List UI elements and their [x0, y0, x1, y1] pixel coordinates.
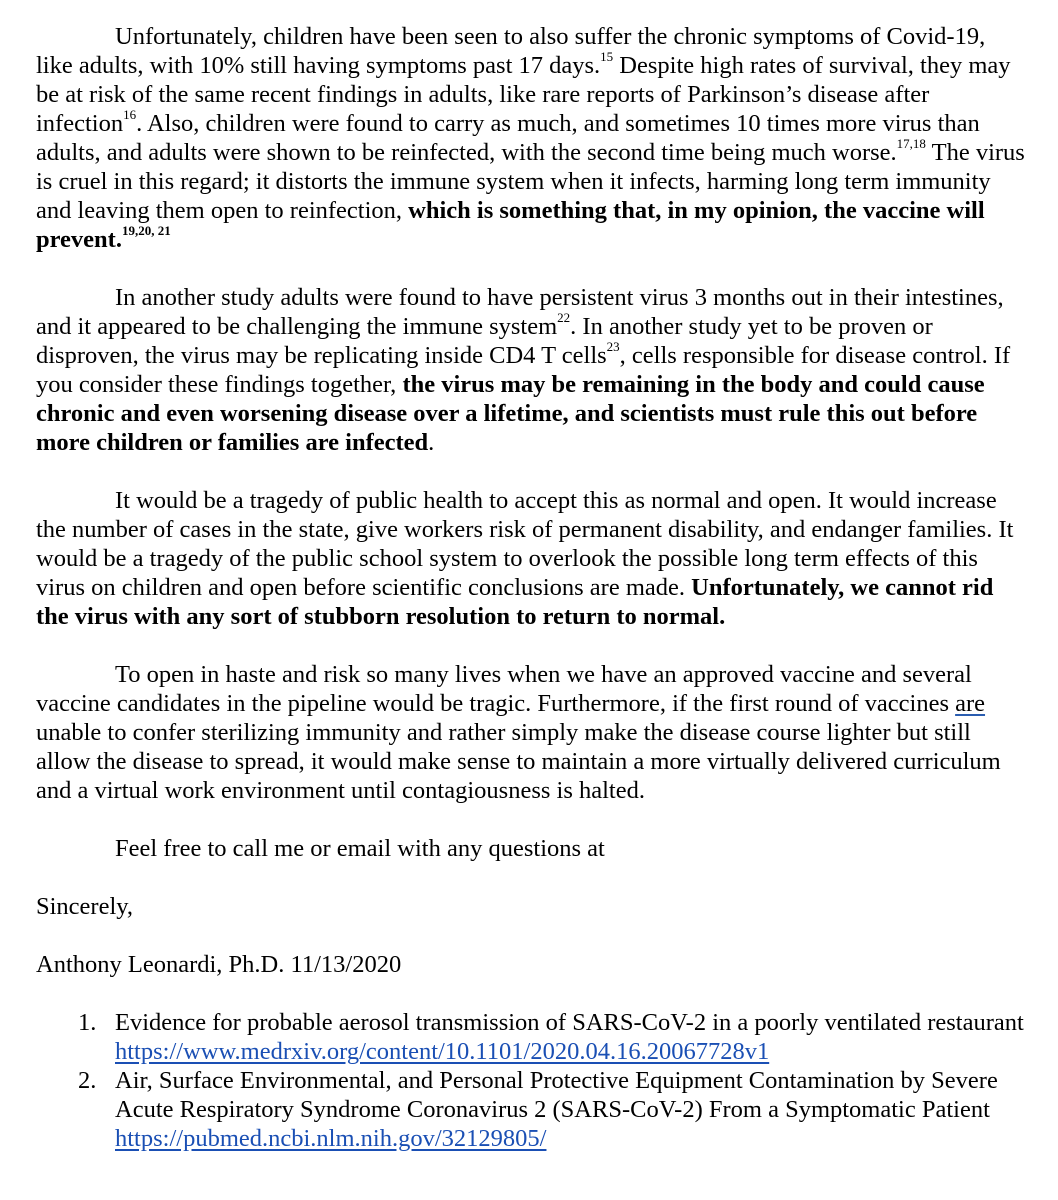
citation-superscript: 23 — [606, 338, 620, 354]
reference-text: Air, Surface Environmental, and Personal Protective Equipment Contamination by Severe Acute Respiratory Syndrome Coronavirus 2 (SARS-CoV-2) From a Symptomatic Patient — [115, 1067, 998, 1123]
paragraph-text: Unfortunately, children have been seen to also suffer the chronic symptoms of Covid-19, like adults, with 10% still having symptoms past 17 days. — [36, 23, 986, 79]
paragraph-children-chronic-symptoms — [36, 22, 1026, 254]
citation-superscript: 16 — [123, 106, 137, 122]
reference-link[interactable]: https://www.medrxiv.org/content/10.1101/2020.04.16.20067728v1 — [115, 1038, 770, 1065]
reference-number: 1. — [78, 1009, 97, 1036]
paragraph-text: . In another study yet to be proven or disproven, the virus may be replicating inside CD4 T cells — [36, 313, 933, 369]
paragraph-text: . — [428, 429, 435, 456]
signature: Anthony Leonardi, Ph.D. 11/13/2020 — [36, 951, 402, 978]
bold-statement: the virus may be remaining in the body and could cause chronic and even worsening disease over a lifetime, and scientists must rule this out before more children or families are infected — [36, 371, 985, 456]
reference-item — [36, 1008, 1026, 1066]
reference-link[interactable]: https://pubmed.ncbi.nlm.nih.gov/32129805/ — [115, 1125, 547, 1152]
paragraph-text: To open in haste and risk so many lives when we have an approved vaccine and several vaccine candidates in the pipeline would be tragic. Furthermore, if the first round of vaccines — [36, 661, 972, 717]
closing: Sincerely, — [36, 893, 134, 920]
paragraph-contact — [36, 834, 1026, 863]
paragraph-text: In another study adults were found to have persistent virus 3 months out in their intestines, and it appeared to be challenging the immune system — [36, 284, 1004, 340]
reference-item — [36, 1066, 1026, 1153]
paragraph-text: The virus is cruel in this regard; it distorts the immune system when it infects, harming long term immunity and leaving them open to reinfection, — [36, 139, 1025, 224]
paragraph-persistent-virus — [36, 283, 1026, 457]
paragraph-text: , cells responsible for disease control. If you consider these findings together, — [36, 342, 1011, 398]
letter-page — [36, 22, 1026, 1153]
citation-superscript: 19,20, 21 — [121, 222, 171, 238]
citation-superscript: 17,18 — [896, 135, 926, 151]
underlined-word: are — [955, 690, 986, 717]
paragraph-text: Feel free to call me or email with any questions at — [115, 835, 605, 862]
reference-number: 2. — [78, 1067, 97, 1094]
paragraph-public-health-tragedy — [36, 486, 1026, 631]
reference-text: Evidence for probable aerosol transmission of SARS-CoV-2 in a poorly ventilated restaurant — [115, 1009, 1024, 1036]
bold-statement: which is something that, in my opinion, the vaccine will prevent. — [36, 197, 985, 253]
paragraph-text: Despite high rates of survival, they may be at risk of the same recent findings in adults, like rare reports of Parkinson’s disease after infection — [36, 52, 1011, 137]
references-list — [36, 1008, 1026, 1153]
paragraph-open-in-haste — [36, 660, 1026, 805]
bold-statement: Unfortunately, we cannot rid the virus with any sort of stubborn resolution to return to normal. — [36, 574, 994, 630]
paragraph-text: . Also, children were found to carry as much, and sometimes 10 times more virus than adults, and adults were shown to be reinfected, with the second time being much worse. — [36, 110, 980, 166]
citation-superscript: 22 — [557, 309, 571, 325]
paragraph-text: unable to confer sterilizing immunity and rather simply make the disease course lighter but still allow the disease to spread, it would make sense to maintain a more virtually delivered curriculum and a virtual work environment until contagiousness is halted. — [36, 719, 1001, 804]
paragraph-text: It would be a tragedy of public health to accept this as normal and open. It would increase the number of cases in the state, give workers risk of permanent disability, and endanger families. It would be a tragedy of the public school system to overlook the possible long term effects of this virus on children and open before scientific conclusions are made. — [36, 487, 1014, 601]
citation-superscript: 15 — [600, 48, 614, 64]
